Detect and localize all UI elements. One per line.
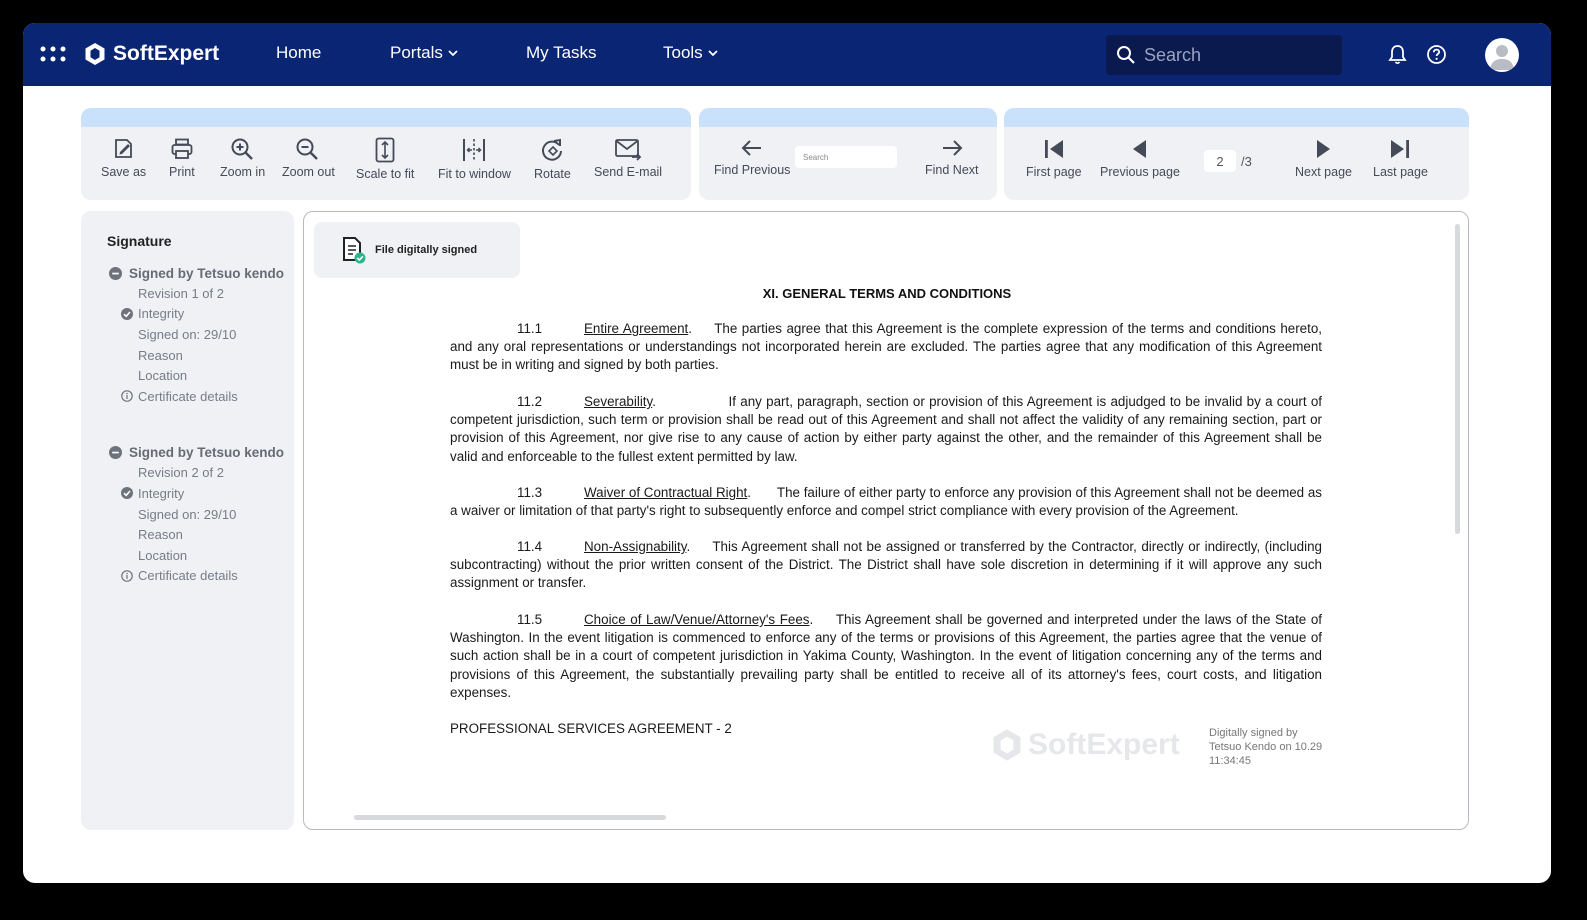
find-search-input[interactable] [795,146,897,168]
find-next-label: Find Next [925,163,979,177]
global-search[interactable] [1106,35,1342,75]
save-as-button[interactable] [101,137,146,179]
stamp-line-2: Tetsuo Kendo on 10.29 [1209,741,1323,753]
info-icon [121,390,133,402]
toolbar-band [81,108,691,127]
document-viewer[interactable] [303,211,1469,830]
arrow-right-icon [940,137,964,159]
reason-text: Reason [138,347,183,363]
vertical-scrollbar[interactable] [1455,224,1460,534]
previous-page-button[interactable] [1100,137,1180,179]
signature-item [107,443,294,587]
chevron-down-icon [708,50,718,57]
last-page-icon [1388,137,1412,161]
nav-my-tasks[interactable] [526,43,597,63]
next-page-button[interactable] [1295,137,1352,179]
certificate-details-link[interactable] [121,566,294,587]
softexpert-watermark [990,728,1180,762]
next-page-icon [1311,137,1335,161]
app-window [23,23,1551,883]
rotate-label: Rotate [534,167,571,181]
top-navigation-bar [23,23,1551,86]
signed-file-icon [341,236,367,264]
clause-title: Choice of Law/Venue/Attorney's Fees [584,612,810,627]
signed-on-text: Signed on: 29/10 [138,506,237,522]
brand-name: SoftExpert [113,42,220,65]
signed-badge-label: File digitally signed [375,244,478,256]
rotate-icon [539,137,565,163]
signature-toggle[interactable] [109,263,294,283]
scale-to-fit-icon [374,137,396,163]
location-text: Location [138,368,188,384]
clause-body: The parties agree that this Agreement is the complete expression of the terms and conditions hereto, and any oral representations or understandings not incorporated herein are excluded. The parties agree that any modification of this Agreement must be in writing and signed by both parties. [450,321,1323,373]
fit-to-window-icon [461,137,487,163]
digitally-signed-badge [314,222,520,278]
certificate-details-label: Certificate details [138,388,238,404]
stamp-line-3: 11:34:45 [1209,755,1252,767]
digital-signature-stamp [1209,726,1322,768]
fit-to-window-label: Fit to window [438,167,511,181]
clause-title: Severability [584,394,653,409]
nav-tools-label: Tools [663,43,703,62]
send-email-label: Send E-mail [594,165,663,179]
clause-body: If any part, paragraph, section or provision of this Agreement is adjudged to be invalid by a court of competent jurisdiction, such term or provision shall be read out of this Agreement and shall not affect the validity of any remaining section, part or provision of this Agreement, nor give rise to any cause of action by either party against the other, and the remainder of this Agreement shall be valid and enforceable to the fullest extent permitted by law. [450,394,1323,464]
nav-home-label: Home [276,43,322,62]
send-email-button[interactable] [594,137,662,179]
find-previous-label: Find Previous [714,163,791,177]
previous-page-label: Previous page [1100,165,1180,179]
certificate-details-label: Certificate details [138,568,238,584]
next-page-label: Next page [1295,165,1352,179]
zoom-out-icon [295,137,321,161]
softexpert-logo-icon [83,42,107,66]
signer-name: Signed by Tetsuo kendo [129,445,285,461]
print-button[interactable] [169,137,195,179]
softexpert-logo-icon [990,728,1024,762]
horizontal-scrollbar[interactable] [354,815,666,820]
clause-11-1: 11.1 Entire Agreement. The parties agree that this Agreement is the complete expression of the terms and conditions hereto, and any oral representations or understandings not incorporated herein are excluded. The parties agree that any modification of this Agreement must be in writing and signed by both parties. [450,321,1323,373]
clause-11-4: 11.4 Non-Assignability. This Agreement shall not be assigned or transferred by the Contractor, directly or indirectly, (including subcontracting) without the prior written consent of the District. The District shall have sole discretion in determining if it will approve any such assignment or transfer. [450,539,1322,591]
check-circle-icon [121,487,133,499]
revision-text: Revision 2 of 2 [138,465,224,481]
rotate-button[interactable] [534,137,571,181]
clause-title: Entire Agreement [584,321,689,336]
watermark-text: SoftExpert [1028,728,1180,761]
find-toolbar [699,108,997,200]
brand-logo[interactable] [83,40,219,68]
revision-text: Revision 1 of 2 [138,285,224,301]
toolbar-band [1004,108,1469,127]
arrow-left-icon [740,137,764,159]
document-actions-toolbar [81,108,691,200]
reason-text: Reason [138,527,183,543]
print-label: Print [169,165,195,179]
info-icon [121,570,133,582]
certificate-details-link[interactable] [121,386,294,407]
nav-portals-label: Portals [390,43,443,62]
clause-number: 11.2 [517,394,543,409]
clause-11-3: 11.3 Waiver of Contractual Right. The failure of either party to enforce any provision of this Agreement shall not be deemed as a waiver or limitation of that party's right to subsequently enforce and compel strict compliance with every provision of the Agreement. [450,485,1322,519]
integrity-status [121,483,294,504]
clause-title: Non-Assignability [584,539,687,554]
find-previous-button[interactable] [714,137,790,177]
first-page-button[interactable] [1026,137,1082,179]
bell-icon[interactable] [1388,44,1407,65]
signer-name: Signed by Tetsuo kendo [129,265,285,281]
page-number-input[interactable] [1204,150,1236,172]
clause-body: This Agreement shall be governed and interpreted under the laws of the State of Washington. In the event litigation is commenced to enforce any of the terms or provisions of this Agreement, the parties agree that the venue of such action shall be in a court of competent jurisdiction in Yakima County, Washington. In the event of litigation concerning any of the terms and provisions of this Agreement, the substantially prevailing party shall be entitled to receive all of its attorney's fees, court costs, and litigation expenses. [450,612,1322,700]
user-avatar[interactable] [1485,38,1519,72]
signature-sidebar [81,211,294,830]
find-next-button[interactable] [925,137,979,177]
page-total: /3 [1241,154,1252,169]
clause-body: The failure of either party to enforce any provision of this Agreement shall not be deemed as a waiver or limitation of that party's right to subsequently enforce and compel strict compliance with every provision of the Agreement. [450,485,1322,519]
search-input[interactable] [1144,45,1324,66]
integrity-label: Integrity [138,306,185,322]
zoom-out-button[interactable] [282,137,335,179]
zoom-in-icon [230,137,256,161]
signature-toggle[interactable] [109,443,294,463]
clause-number: 11.5 [517,612,543,627]
zoom-out-label: Zoom out [282,165,335,179]
location-text: Location [138,547,188,563]
scale-to-fit-button[interactable] [356,137,414,181]
fit-to-window-button[interactable] [438,137,511,181]
zoom-in-button[interactable] [220,137,265,179]
zoom-in-label: Zoom in [220,165,266,179]
previous-page-icon [1128,137,1152,161]
clause-number: 11.3 [517,485,543,500]
clause-number: 11.4 [517,539,543,554]
first-page-icon [1042,137,1066,161]
clause-title: Waiver of Contractual Right [584,485,748,500]
clause-11-2: 11.2 Severability. If any part, paragraph, section or provision of this Agreement is adjudged to be invalid by a court of competent jurisdiction, such term or provision shall be read out of this Agreement and shall not affect the validity of any remaining section, part or provision of this Agreement, nor give rise to any cause of action by either party against the other, and the remainder of this Agreement shall be valid and enforceable to the fullest extent permitted by law. [450,394,1323,464]
check-circle-icon [121,308,133,320]
collapse-icon [109,267,122,280]
nav-home[interactable] [276,43,321,63]
clause-number: 11.1 [517,321,543,336]
stamp-line-1: Digitally signed by [1209,727,1298,739]
save-as-label: Save as [101,165,147,179]
help-icon[interactable] [1426,44,1447,65]
email-icon [614,137,642,161]
search-icon [1116,45,1136,65]
nav-tools[interactable] [663,43,718,63]
nav-my-tasks-label: My Tasks [526,43,597,62]
toolbar-band [699,108,997,127]
document-section-title: XI. GENERAL TERMS AND CONDITIONS [762,286,1012,301]
integrity-label: Integrity [138,485,185,501]
last-page-button[interactable] [1373,137,1428,179]
clause-body: This Agreement shall not be assigned or transferred by the Contractor, directly or indirectly, (including subcontracting) without the prior written consent of the District. The District shall have sole discretion in determining if it will approve any such assignment or transfer. [450,539,1322,591]
integrity-status [121,304,294,325]
last-page-label: Last page [1373,165,1428,179]
paging-toolbar [1004,108,1469,200]
document-footer: PROFESSIONAL SERVICES AGREEMENT - 2 [450,721,732,736]
user-icon [1485,38,1519,72]
save-as-icon [112,137,136,161]
scale-to-fit-label: Scale to fit [356,167,415,181]
clause-11-5: 11.5 Choice of Law/Venue/Attorney's Fees. This Agreement shall be governed and interpreted under the laws of the State of Washington. In the event litigation is commenced to enforce any of the terms or provisions of this Agreement, the parties agree that the venue of such action shall be in a court of competent jurisdiction in Yakima County, Washington. In the event of litigation concerning any of the terms and provisions of this Agreement, the substantially prevailing party shall be entitled to receive all of its attorney's fees, court costs, and litigation expenses. [450,612,1322,700]
first-page-label: First page [1026,165,1082,179]
chevron-down-icon [448,50,458,57]
apps-grid-icon[interactable] [40,44,66,64]
printer-icon [170,137,194,161]
signed-on-text: Signed on: 29/10 [138,326,237,342]
nav-portals[interactable] [390,43,458,63]
collapse-icon [109,446,122,459]
sidebar-title: Signature [107,233,172,249]
signature-item [107,263,294,407]
